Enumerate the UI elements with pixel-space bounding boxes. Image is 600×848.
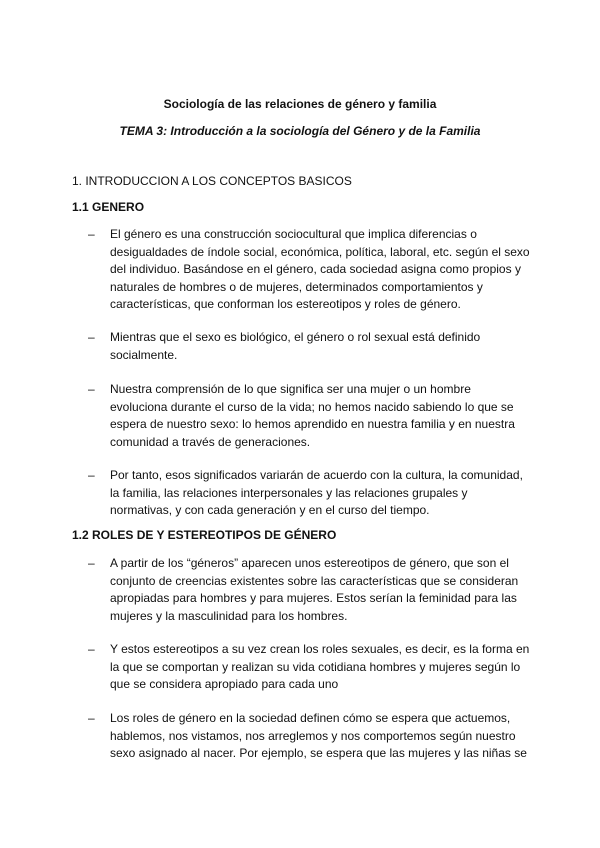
list-item (90, 467, 530, 520)
list-item (90, 226, 530, 314)
bullet-dash: – (88, 468, 95, 482)
list-item (90, 381, 530, 451)
list-item (90, 555, 530, 625)
document-title: Sociología de las relaciones de género y familia (163, 97, 437, 111)
bullet-dash: – (88, 642, 95, 656)
list-item-text: Y estos estereotipos a su vez crean los roles sexuales, es decir, es la forma en la que se comportan y realizan su vida cotidiana hombres y mujeres según lo que se considera apropiado para cada uno (110, 642, 530, 692)
list-item-text: Nuestra comprensión de lo que significa ser una mujer o un hombre evoluciona durante el curso de la vida; no hemos nacido sabiendo lo que se espera de nuestro sexo: lo hemos aprendido en nuestra familia y en nuestra comunidad a través de generaciones. (110, 382, 515, 449)
document-subtitle: TEMA 3: Introducción a la sociología del Género y de la Familia (119, 124, 481, 138)
list-item-text: Mientras que el sexo es biológico, el género o rol sexual está definido socialmente. (110, 330, 481, 362)
list-item-text: Por tanto, esos significados variarán de acuerdo con la cultura, la comunidad, la familia, las relaciones interpersonales y las relaciones grupales y normativas, y con cada generación y en el curso del tiempo. (110, 468, 523, 518)
list-item (90, 329, 530, 364)
bullet-dash: – (88, 227, 95, 241)
list-item-text: El género es una construcción sociocultural que implica diferencias o desigualdades de índole social, económica, política, laboral, etc. según el sexo del individuo. Basándose en el género, cada sociedad asigna como propios y naturales de hombres o de mujeres, determinados comportamientos y características, que conforman los estereotipos y roles de género. (110, 227, 530, 312)
section-heading: 1. INTRODUCCION A LOS CONCEPTOS BASICOS (72, 174, 352, 188)
bullet-dash: – (88, 382, 95, 396)
subsection-heading-roles: 1.2 ROLES DE Y ESTEREOTIPOS DE GÉNERO (72, 528, 337, 542)
bullet-dash: – (88, 711, 95, 725)
list-item-text: Los roles de género en la sociedad definen cómo se espera que actuemos, hablemos, nos vistamos, nos arreglemos y nos comportemos según nuestro sexo asignado al nacer. Por ejemplo, se espera que las mujeres y las niñas se (110, 711, 527, 761)
list-item-text: A partir de los “géneros” aparecen unos estereotipos de género, que son el conjunto de creencias existentes sobre las características que se consideran apropiadas para hombres y para mujeres. Estos serían la feminidad para las mujeres y la masculinidad para los hombres. (110, 556, 519, 623)
bullet-dash: – (88, 330, 95, 344)
subsection-heading-genero: 1.1 GENERO (72, 200, 145, 214)
bullet-dash: – (88, 556, 95, 570)
list-item (90, 710, 530, 763)
list-item (90, 641, 530, 694)
